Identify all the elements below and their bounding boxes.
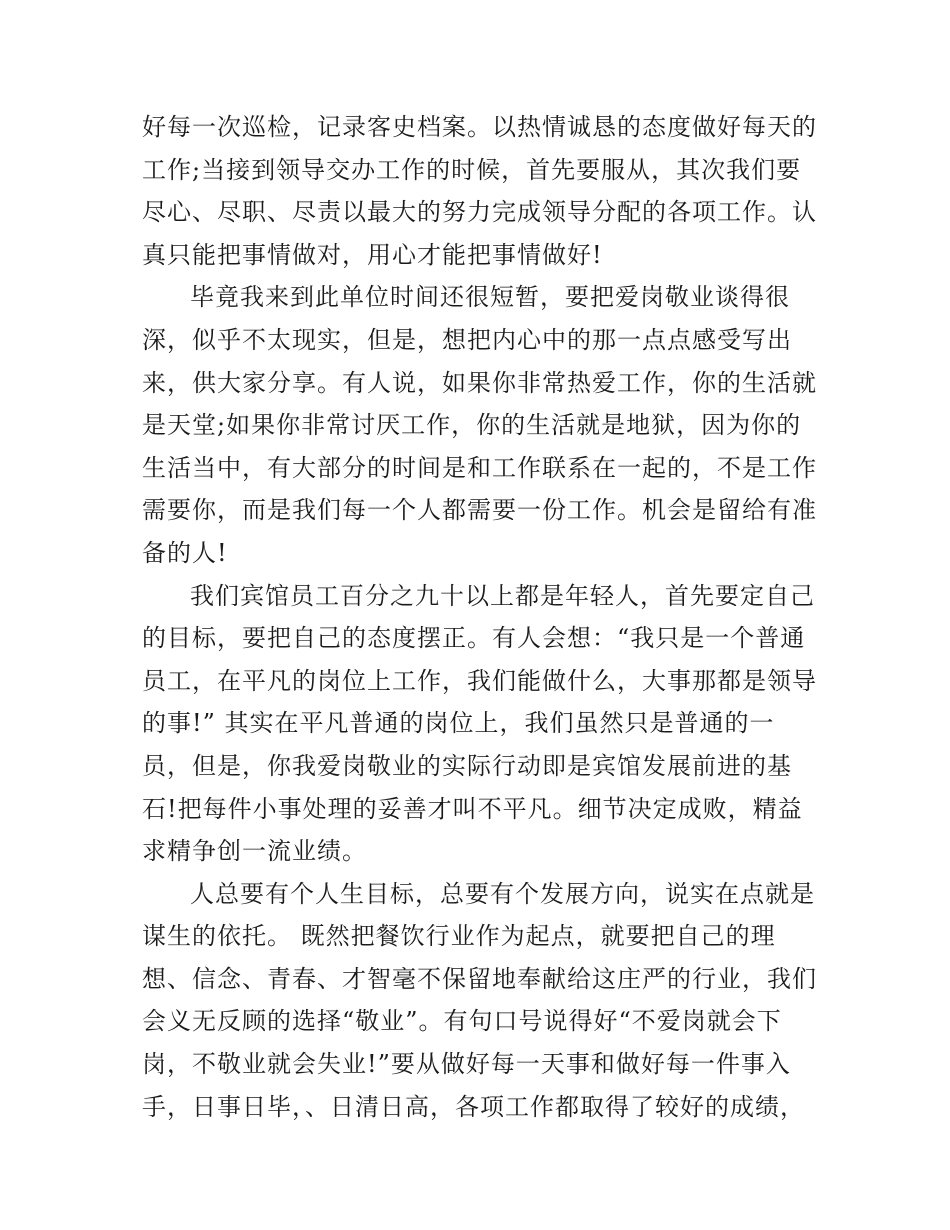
text-line: 员工，在平凡的岗位上工作，我们能做什么，大事那都是领导 xyxy=(142,666,817,695)
text-line: 工作;当接到领导交办工作的时候，首先要服从，其次我们要 xyxy=(142,155,802,184)
text-line: 生活当中，有大部分的时间是和工作联系在一起的，不是工作 xyxy=(142,453,817,482)
text-line: 好每一次巡检，记录客史档案。以热情诚恳的态度做好每天的 xyxy=(142,113,817,141)
text-line: 的目标，要把自己的态度摆正。有人会想：“我只是一个普通 xyxy=(142,624,806,653)
text-line: 备的人! xyxy=(142,538,228,567)
text-line: 需要你，而是我们每一个人都需要一份工作。机会是留给有准 xyxy=(142,496,817,525)
paragraph-3 xyxy=(142,575,817,873)
text-line: 想、信念、青春、才智毫不保留地奉献给这庄严的行业，我们 xyxy=(142,964,817,993)
text-line: 求精争创一流业绩。 xyxy=(142,837,367,866)
paragraph-1 xyxy=(142,106,817,276)
text-line: 毕竟我来到此单位时间还很短暂，要把爱岗敬业谈得很 xyxy=(190,283,790,312)
paragraph-4 xyxy=(142,873,817,1129)
text-line: 石!把每件小事处理的妥善才叫不平凡。细节决定成败，精益 xyxy=(142,794,803,823)
text-line: 人总要有个人生目标，总要有个发展方向，说实在点就是 xyxy=(190,879,815,908)
text-line: 真只能把事情做对，用心才能把事情做好! xyxy=(142,240,603,269)
text-line: 来，供大家分享。有人说，如果你非常热爱工作，你的生活就 xyxy=(142,368,817,397)
text-line: 深，似乎不太现实，但是，想把内心中的那一点点感受写出 xyxy=(142,325,792,354)
text-line: 的事!” 其实在平凡普通的岗位上，我们虽然只是普通的一 xyxy=(142,709,775,738)
text-line: 员，但是，你我爱岗敬业的实际行动即是宾馆发展前进的基 xyxy=(142,751,792,780)
paragraph-2 xyxy=(142,276,817,574)
text-line: 手，日事日毕，、日清日高，各项工作都取得了较好的成绩， xyxy=(142,1092,805,1121)
text-line: 谋生的依托。 既然把餐饮行业作为起点，就要把自己的理 xyxy=(142,922,776,951)
text-line: 岗，不敬业就会失业!”要从做好每一天事和做好每一件事入 xyxy=(142,1050,791,1079)
text-line: 是天堂;如果你非常讨厌工作，你的生活就是地狱，因为你的 xyxy=(142,411,802,440)
text-line: 会义无反顾的选择“敬业”。有句口号说得好“不爱岗就会下 xyxy=(142,1007,782,1036)
text-line: 我们宾馆员工百分之九十以上都是年轻人，首先要定自己 xyxy=(190,581,815,610)
document-body xyxy=(142,106,817,1128)
text-line: 尽心、尽职、尽责以最大的努力完成领导分配的各项工作。认 xyxy=(142,198,817,227)
